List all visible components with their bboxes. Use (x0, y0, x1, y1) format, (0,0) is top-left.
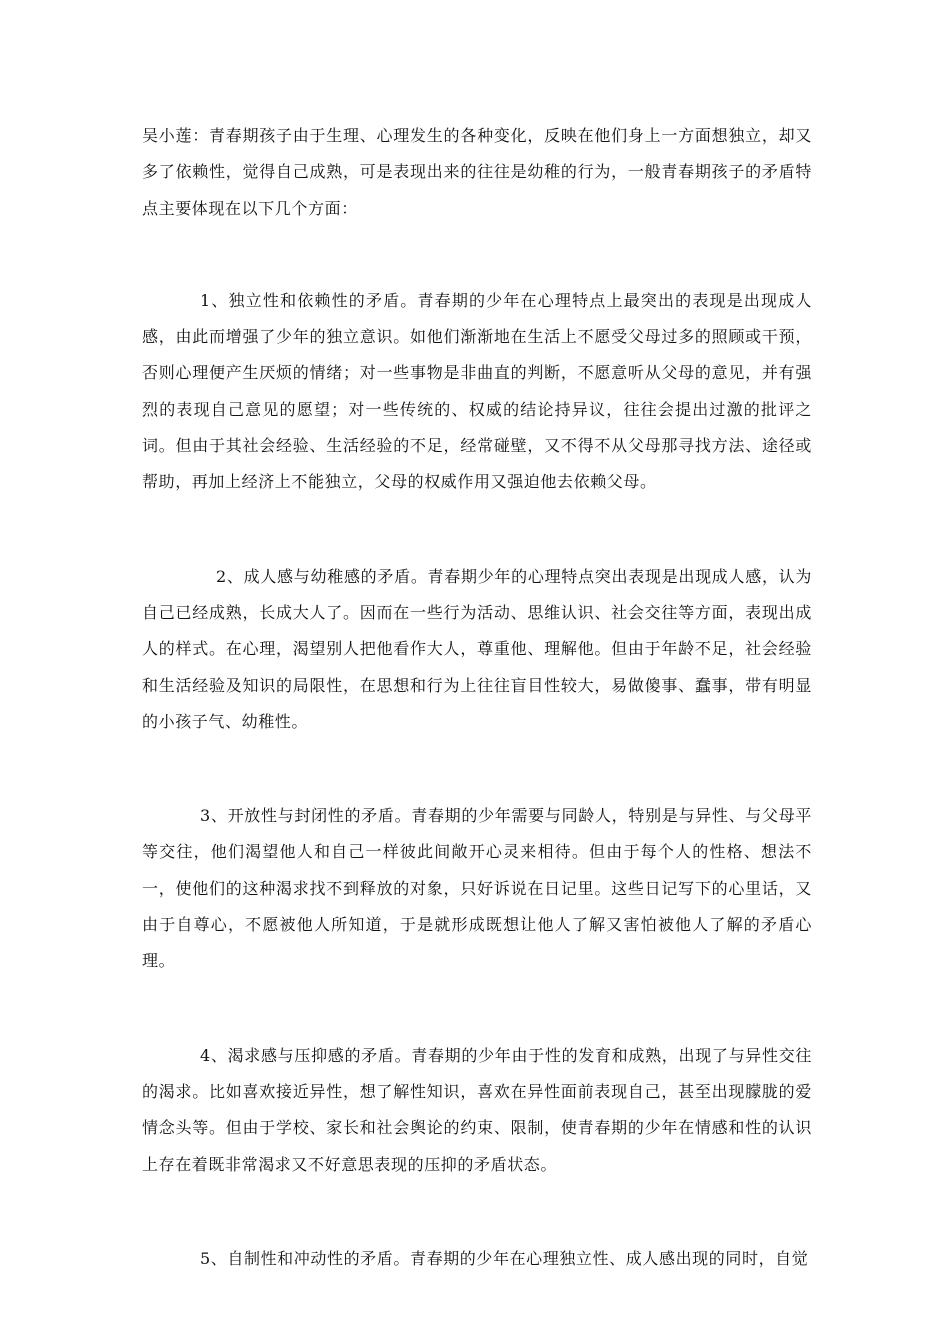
paragraph-desire-repression: 4、渴求感与压抑感的矛盾。青春期的少年由于性的发育和成熟，出现了与异性交往的渴求。比如喜欢接近异性，想了解性知识，喜欢在异性面前表现自己，甚至出现朦胧的爱情念头等。但由于学校、家长和社会舆论的约束、限制，使青春期的少年在情感和性的认识上存在着既非常渴求又不好意思表现的压抑的矛盾状态。 (142, 1045, 812, 1174)
paragraph-independence-dependence: 1、独立性和依赖性的矛盾。青春期的少年在心理特点上最突出的表现是出现成人感，由此而增强了少年的独立意识。如他们渐渐地在生活上不愿受父母过多的照顾或干预，否则心理便产生厌烦的情绪；对一些事物是非曲直的判断，不愿意听从父母的意见，并有强烈的表现自己意见的愿望；对一些传统的、权威的结论持异议，往往会提出过激的批评之词。但由于其社会经验、生活经验的不足，经常碰壁，又不得不从父母那寻找方法、途径或帮助，再加上经济上不能独立，父母的权威作用又强迫他去依赖父母。 (142, 290, 812, 492)
paragraph-selfcontrol-impulse: 5、自制性和冲动性的矛盾。青春期的少年在心理独立性、成人感出现的同时，自觉 (200, 1248, 809, 1268)
paragraph-adult-childish: 2、成人感与幼稚感的矛盾。青春期少年的心理特点突出表现是出现成人感，认为自己已经成熟，长成大人了。因而在一些行为活动、思维认识、社会交往等方面，表现出成人的样式。在心理，渴望别人把他看作大人，尊重他、理解他。但由于年龄不足，社会经验和生活经验及知识的局限性，在思想和行为上往往盲目性较大，易做傻事、蠢事，带有明显的小孩子气、幼稚性。 (142, 566, 812, 731)
document-body (142, 118, 812, 1277)
paragraph-open-closed: 3、开放性与封闭性的矛盾。青春期的少年需要与同龄人，特别是与异性、与父母平等交往，他们渴望他人和自己一样彼此间敞开心灵来相待。但由于每个人的性格、想法不一，使他们的这种渴求找不到释放的对象，只好诉说在日记里。这些日记写下的心里话，又由于自尊心，不愿被他人所知道，于是就形成既想让他人了解又害怕被他人了解的矛盾心理。 (142, 806, 812, 971)
intro-paragraph: 吴小莲：青春期孩子由于生理、心理发生的各种变化，反映在他们身上一方面想独立，却又多了依赖性，觉得自己成熟，可是表现出来的往往是幼稚的行为，一般青春期孩子的矛盾特点主要体现在以下几个方面： (142, 126, 812, 218)
